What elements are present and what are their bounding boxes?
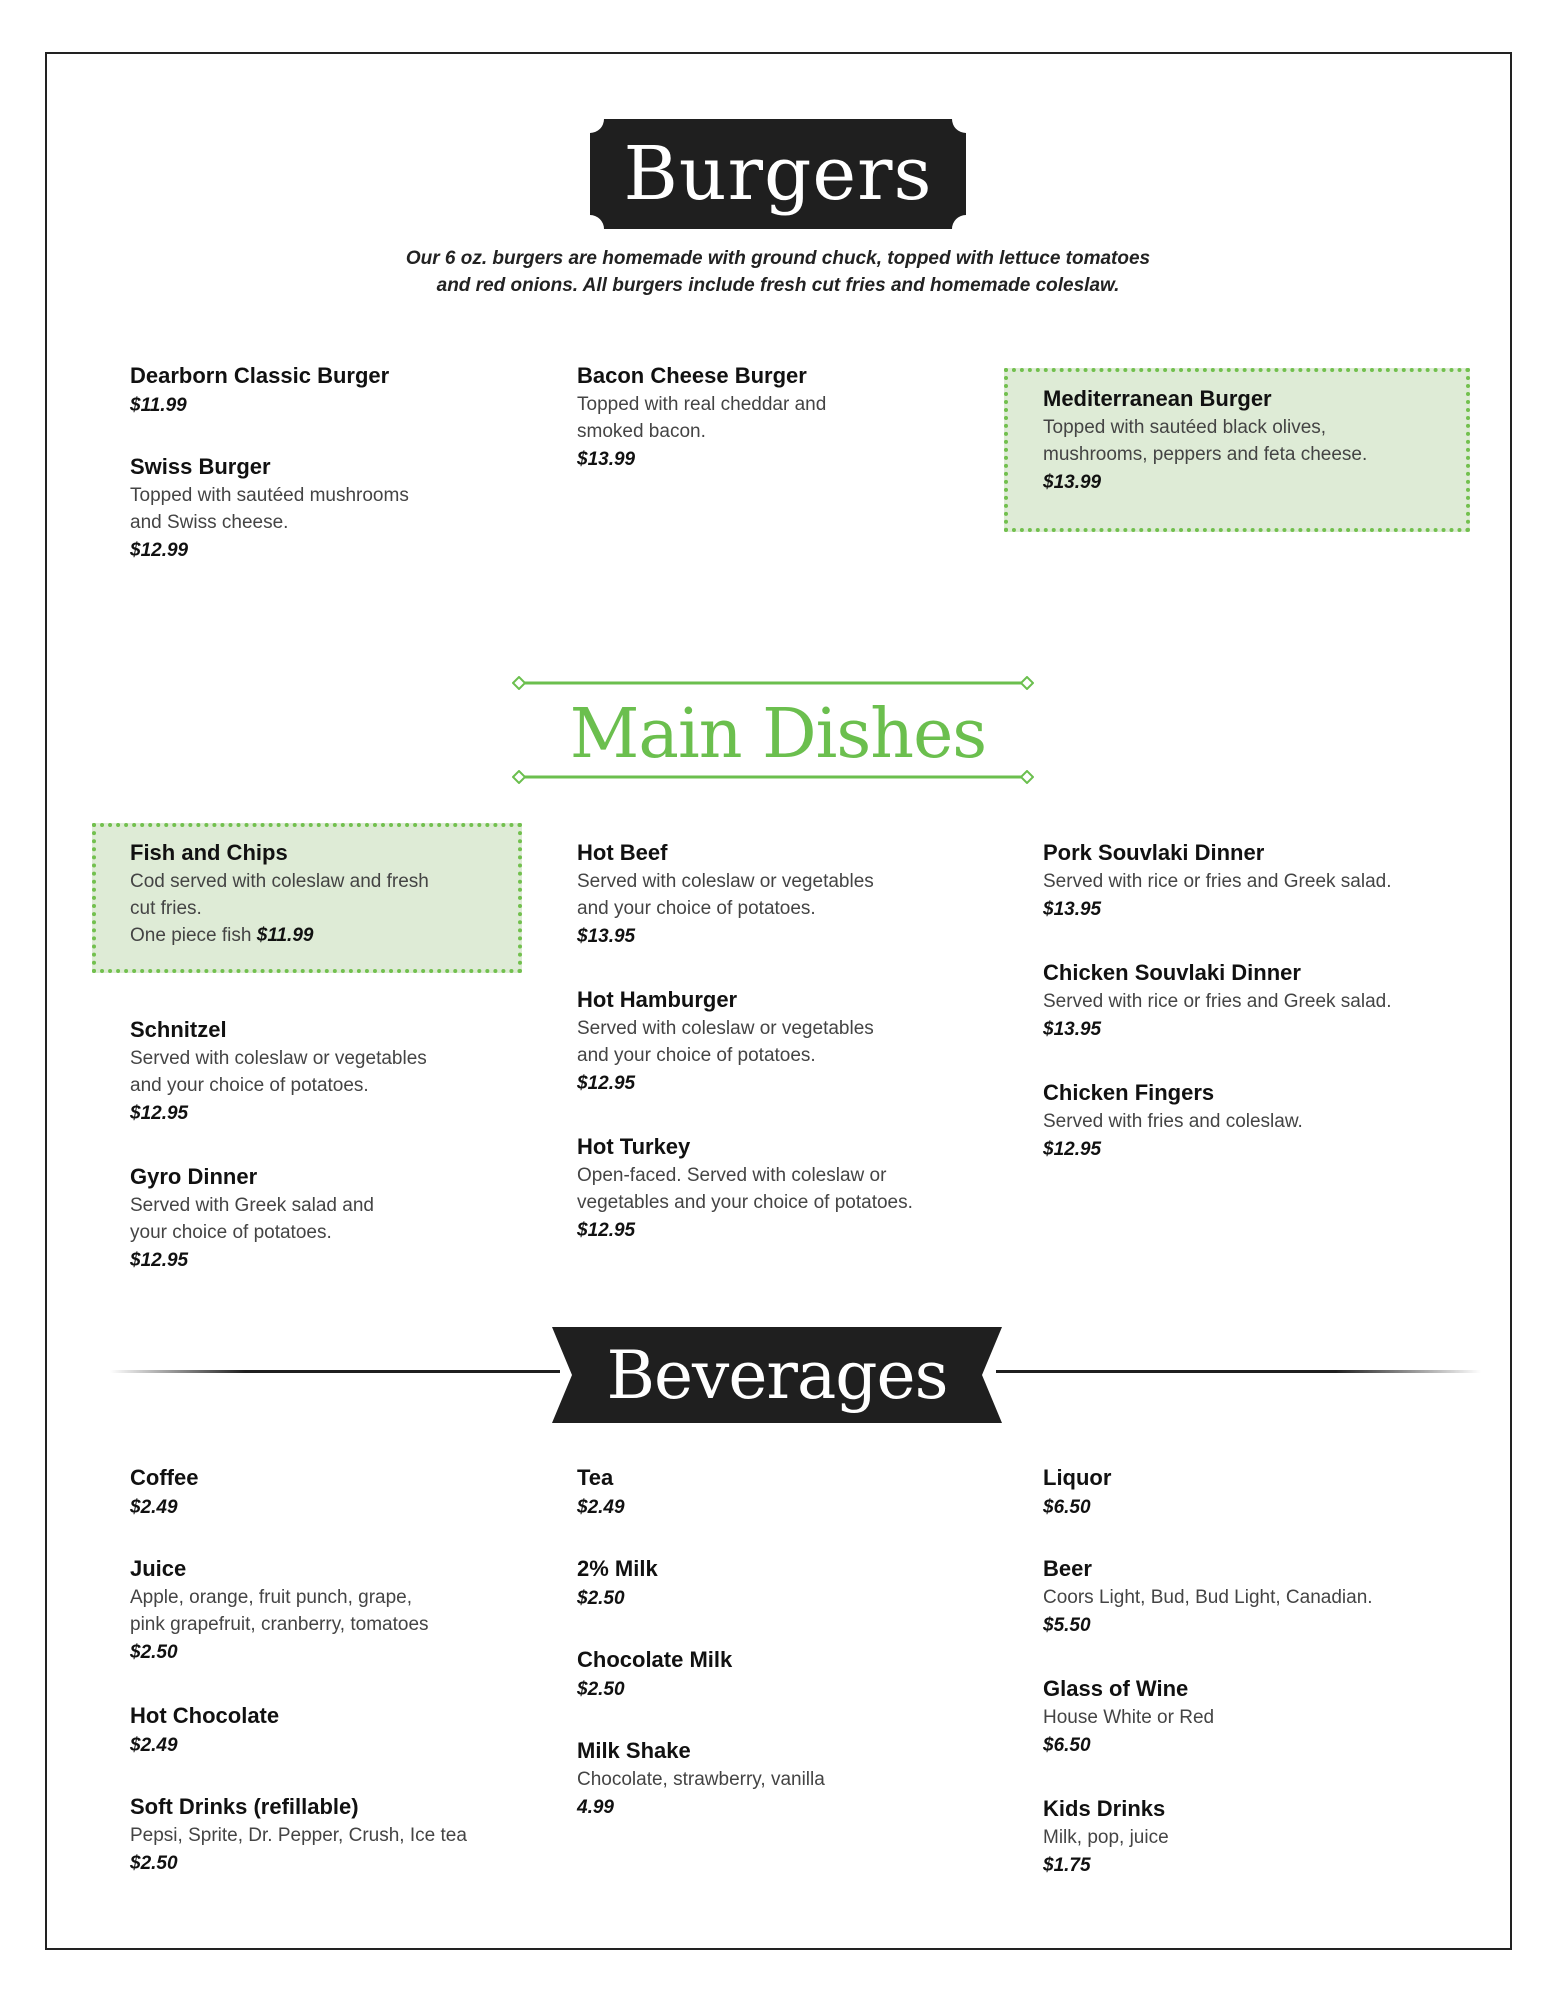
item-name: Mediterranean Burger: [1043, 386, 1272, 411]
item-description-line: Chocolate, strawberry, vanilla: [577, 1769, 825, 1790]
item-description-line: pink grapefruit, cranberry, tomatoes: [130, 1614, 429, 1635]
item-description: [130, 1822, 530, 1849]
menu-item: [130, 1701, 530, 1760]
item-name: Hot Beef: [577, 840, 668, 865]
item-description-line: Served with fries and coleslaw.: [1043, 1111, 1303, 1132]
item-price: $2.49: [577, 1497, 625, 1518]
beverages-divider-right: [996, 1370, 1481, 1373]
menu-item: [1043, 838, 1443, 924]
item-name: Hot Chocolate: [130, 1703, 280, 1728]
item-name: Chicken Souvlaki Dinner: [1043, 960, 1301, 985]
menu-item: [577, 1645, 977, 1704]
item-price: $2.50: [577, 1679, 625, 1700]
item-description-line: smoked bacon.: [577, 421, 706, 442]
item-name: Bacon Cheese Burger: [577, 363, 807, 388]
item-price: $13.95: [1043, 899, 1102, 920]
item-description-line: and your choice of potatoes.: [577, 1045, 816, 1066]
item-name: Schnitzel: [130, 1017, 227, 1042]
item-name: Kids Drinks: [1043, 1796, 1166, 1821]
item-price: $13.99: [577, 449, 636, 470]
item-name: Chocolate Milk: [577, 1647, 733, 1672]
menu-item: [130, 1554, 530, 1667]
item-name: Juice: [130, 1556, 187, 1581]
menu-item: [577, 361, 977, 474]
item-description: [1043, 1584, 1443, 1611]
item-description-line: Coors Light, Bud, Bud Light, Canadian.: [1043, 1587, 1373, 1608]
item-description: [1043, 868, 1443, 895]
item-description-line: cut fries.: [130, 898, 202, 919]
item-name: Beer: [1043, 1556, 1092, 1581]
item-name: Soft Drinks (refillable): [130, 1794, 359, 1819]
menu-item: [130, 1162, 530, 1275]
item-name: Hot Turkey: [577, 1134, 691, 1159]
item-description-line: Served with rice or fries and Greek salad.: [1043, 991, 1392, 1012]
item-price: $2.49: [130, 1735, 178, 1756]
item-price: $12.95: [1043, 1139, 1102, 1160]
item-description-line: Served with coleslaw or vegetables: [130, 1048, 427, 1069]
menu-item: [1043, 1463, 1443, 1522]
item-price: $2.50: [130, 1853, 178, 1874]
item-description-line: Served with rice or fries and Greek salad.: [1043, 871, 1392, 892]
menu-item: [130, 452, 530, 565]
menu-item: [130, 1792, 530, 1878]
item-description: [1043, 1108, 1443, 1135]
item-description: [130, 1045, 530, 1099]
item-description-line: Served with coleslaw or vegetables: [577, 871, 874, 892]
item-price: $12.95: [577, 1220, 636, 1241]
burgers-section-title: Burgers: [623, 131, 933, 217]
main-dishes-section-title: Main Dishes: [569, 694, 987, 774]
item-description: [130, 868, 530, 949]
item-name: Chicken Fingers: [1043, 1080, 1215, 1105]
item-description: [1043, 414, 1443, 468]
item-description-line: mushrooms, peppers and feta cheese.: [1043, 444, 1368, 465]
item-price: 4.99: [577, 1797, 614, 1818]
menu-item: [577, 985, 977, 1098]
beverages-section-title: Beverages: [606, 1336, 948, 1414]
item-price-line: [130, 922, 530, 949]
item-description-line: Pepsi, Sprite, Dr. Pepper, Crush, Ice tea: [130, 1825, 467, 1846]
item-price: $13.99: [1043, 472, 1102, 493]
item-name: Tea: [577, 1465, 614, 1490]
item-price: $12.99: [130, 540, 189, 561]
menu-item: [130, 1463, 530, 1522]
item-description-line: Served with Greek salad and: [130, 1195, 374, 1216]
item-description: [1043, 1824, 1443, 1851]
item-price: $11.99: [130, 395, 187, 416]
burgers-intro: [300, 245, 1256, 299]
item-price: $2.49: [130, 1497, 178, 1518]
item-name: 2% Milk: [577, 1556, 658, 1581]
item-description-line: House White or Red: [1043, 1707, 1215, 1728]
item-description: [1043, 988, 1443, 1015]
item-description-line: Topped with sautéed mushrooms: [130, 485, 409, 506]
item-price: $12.95: [130, 1103, 189, 1124]
item-name: Coffee: [130, 1465, 199, 1490]
item-description: [130, 1584, 530, 1638]
menu-item: [1043, 384, 1443, 497]
item-name: Dearborn Classic Burger: [130, 363, 390, 388]
menu-item: [577, 1736, 977, 1822]
item-description-line: your choice of potatoes.: [130, 1222, 332, 1243]
item-price: $5.50: [1043, 1615, 1091, 1636]
menu-item: [577, 1554, 977, 1613]
item-description: [577, 1015, 977, 1069]
item-description-line: Apple, orange, fruit punch, grape,: [130, 1587, 413, 1608]
item-description-line: and your choice of potatoes.: [130, 1075, 369, 1096]
item-name: Gyro Dinner: [130, 1164, 258, 1189]
item-name: Liquor: [1043, 1465, 1112, 1490]
burgers-intro-line: and red onions. All burgers include fresh cut fries and homemade coleslaw.: [436, 275, 1120, 296]
item-description-line: Topped with real cheddar and: [577, 394, 827, 415]
item-description: [130, 1192, 530, 1246]
item-price: $6.50: [1043, 1497, 1091, 1518]
item-description: [130, 482, 530, 536]
menu-item: [577, 1463, 977, 1522]
item-description: [577, 868, 977, 922]
item-description-line: Cod served with coleslaw and fresh: [130, 871, 429, 892]
item-name: Swiss Burger: [130, 454, 271, 479]
item-price: $2.50: [577, 1588, 625, 1609]
item-description-line: Open-faced. Served with coleslaw or: [577, 1165, 887, 1186]
item-price-prefix: One piece fish: [130, 925, 252, 946]
menu-item: [130, 838, 530, 949]
menu-item: [1043, 1078, 1443, 1164]
item-price: $13.95: [577, 926, 636, 947]
item-price: $2.50: [130, 1642, 178, 1663]
item-price: $12.95: [577, 1073, 636, 1094]
item-description: [577, 1162, 977, 1216]
item-price: $6.50: [1043, 1735, 1091, 1756]
menu-item: [130, 1015, 530, 1128]
menu-item: [1043, 1554, 1443, 1640]
item-description: [1043, 1704, 1443, 1731]
item-description-line: and your choice of potatoes.: [577, 898, 816, 919]
item-name: Milk Shake: [577, 1738, 691, 1763]
item-description-line: vegetables and your choice of potatoes.: [577, 1192, 913, 1213]
item-price: $11.99: [256, 925, 314, 946]
menu-item: [577, 1132, 977, 1245]
item-description: [577, 1766, 977, 1793]
menu-item: [1043, 1674, 1443, 1760]
item-name: Fish and Chips: [130, 840, 288, 865]
menu-item: [1043, 1794, 1443, 1880]
item-description-line: Topped with sautéed black olives,: [1043, 417, 1327, 438]
item-name: Glass of Wine: [1043, 1676, 1189, 1701]
item-name: Pork Souvlaki Dinner: [1043, 840, 1265, 865]
item-price: $1.75: [1043, 1855, 1091, 1876]
burgers-intro-line: Our 6 oz. burgers are homemade with ground chuck, topped with lettuce tomatoes: [405, 248, 1151, 269]
beverages-divider-left: [110, 1370, 560, 1373]
item-description-line: Served with coleslaw or vegetables: [577, 1018, 874, 1039]
item-description-line: and Swiss cheese.: [130, 512, 289, 533]
item-price: $12.95: [130, 1250, 189, 1271]
menu-item: [577, 838, 977, 951]
item-description: [577, 391, 977, 445]
main-dishes-bottom-rule: [512, 770, 1034, 784]
item-price: $13.95: [1043, 1019, 1102, 1040]
item-name: Hot Hamburger: [577, 987, 738, 1012]
menu-item: [130, 361, 530, 420]
item-description-line: Milk, pop, juice: [1043, 1827, 1169, 1848]
menu-item: [1043, 958, 1443, 1044]
